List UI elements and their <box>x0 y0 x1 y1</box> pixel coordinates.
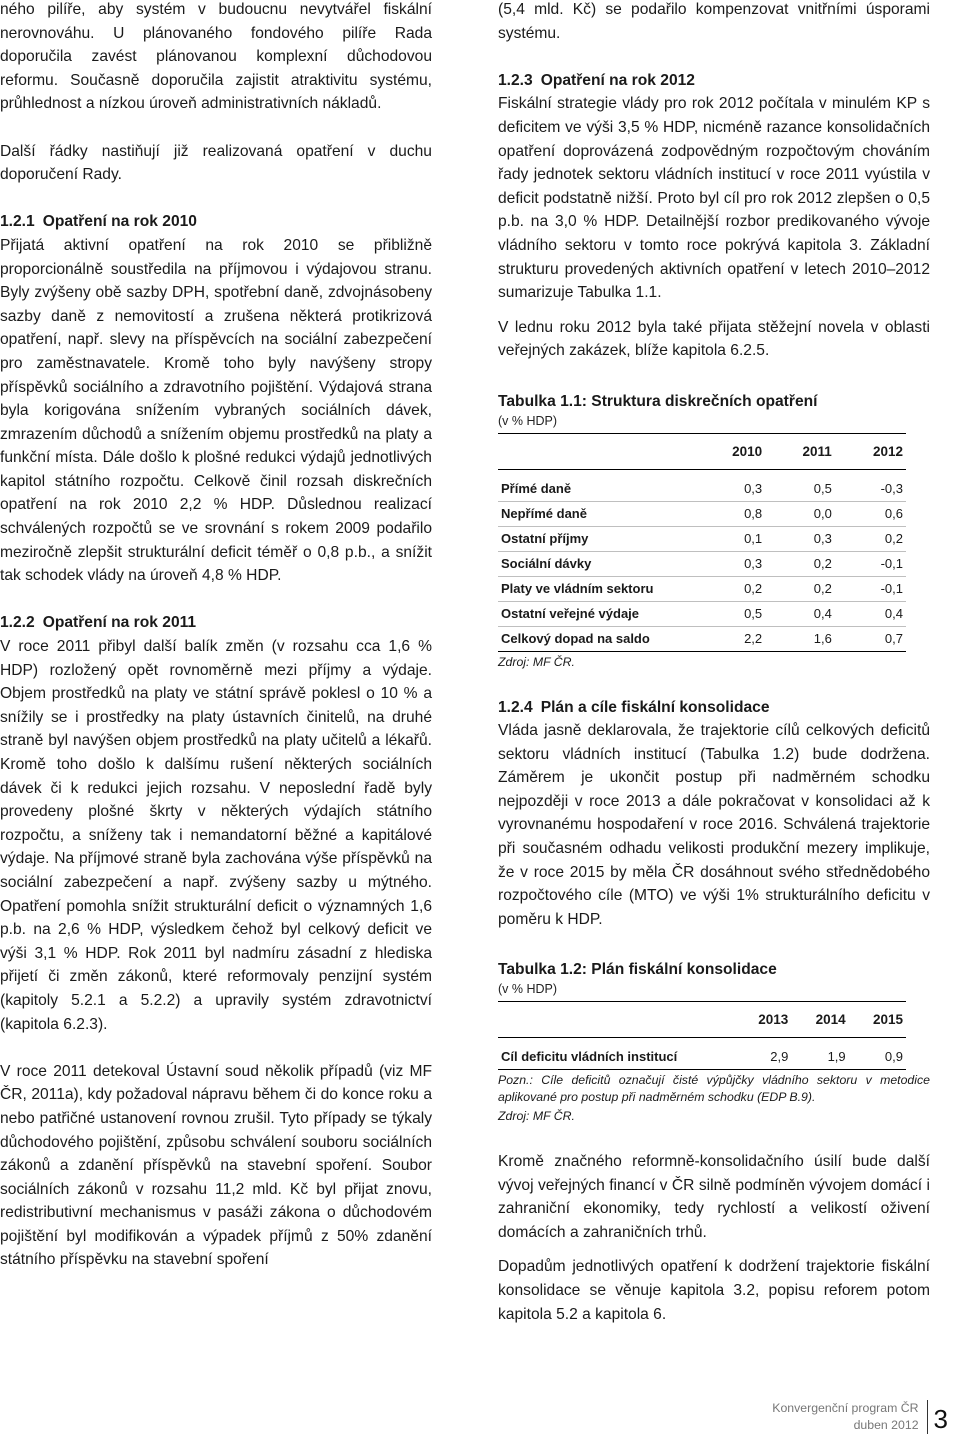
table-2-header-row <box>498 1002 906 1038</box>
cell-value: 1,9 <box>791 1038 848 1070</box>
heading-2010-number: 1.2.1 <box>0 213 35 231</box>
cell-value: 0,3 <box>765 526 835 551</box>
table-row <box>498 601 906 626</box>
table-1-title: Tabulka 1.1: Struktura diskrečních opatření <box>498 392 818 410</box>
table-1 <box>498 433 906 652</box>
cell-value: -0,1 <box>835 576 906 601</box>
table-1-header-cell <box>498 433 694 469</box>
paragraph-reform: Kromě značného reformně-konsolidačního úsilí bude další vývoj veřejných financí v ČR silně podmíněn vývojem domácí i zahraniční ekonomiky, tedy rychlostí a velikostí oživení domácích a zahraničních trhů. <box>498 1153 930 1241</box>
table-2-header-cell <box>498 1002 734 1038</box>
table-1-header-cell: 2011 <box>802 443 832 459</box>
cell-value: 0,6 <box>835 501 906 526</box>
heading-2010-title: Opatření na rok 2010 <box>42 213 197 231</box>
footer-text <box>772 1400 927 1434</box>
cell-value: 0,7 <box>835 626 906 651</box>
heading-plan <box>498 696 930 720</box>
cell-value: 1,6 <box>765 626 835 651</box>
row-label: Přímé daně <box>501 480 572 496</box>
table-1-source: Zdroj: MF ČR. <box>498 654 575 669</box>
row-label: Ostatní příjmy <box>498 526 694 551</box>
table-2-unit: (v % HDP) <box>498 982 558 997</box>
right-column <box>498 0 930 1326</box>
cell-value: 0,0 <box>765 501 835 526</box>
left-column <box>0 0 432 1272</box>
cell-value: 0,9 <box>849 1038 906 1070</box>
cell-value: 2,9 <box>734 1038 791 1070</box>
row-label: Platy ve vládním sektoru <box>498 576 694 601</box>
cell-value: 2,2 <box>694 626 765 651</box>
cell-value: 0,1 <box>694 526 765 551</box>
paragraph-2011: V roce 2011 přibyl další balík změn (v rozsahu cca 1,6 % HDP) rozložený opět rovnoměrně mezi příjmy a výdaje. Objem prostředků na platy ve státní správě poklesl o 10 % a snížily se i prostředky na platy ústavních činitelů, na druhé straně byl navýšen objem prostředků na platy učitelů a lékařů. Kromě toho došlo k dalšímu rušení některých sociálních dávek či k redukci jejich rozsahu. V neposlední řadě byly provedeny plošné škrty v některých výdajích státního rozpočtu, a sníženy tak i nemandatorní běžné a kapitálové výdaje. Na příjmové straně byla zachována výše příspěvků na sociální zabezpečení a např. zvýšeny sazby u mýtného. Opatření pomohla snížit strukturální deficit o významných 1,6 p.b. na 2,6 % HDP, výsledkem čehož byl celkový deficit ve výši 3,1 % HDP. Rok 2011 byl nadmíru zásadní z hlediska přijetí či změn zákonů, které reformovaly penzijní systém (kapitoly 5.2.1 a 5.2.2) a upravily systém zdravotnictví (kapitola 6.2.3). <box>0 638 432 1033</box>
table-row <box>498 526 906 551</box>
cell-value: 0,4 <box>765 601 835 626</box>
heading-plan-number: 1.2.4 <box>498 698 533 716</box>
paragraph-kapitoly: Dopadům jednotlivých opatření k dodržení trajektorie fiskální konsolidace se věnuje kapitola 3.2, popisu reforem potom kapitola 5.2 a kapitola 6. <box>498 1258 930 1323</box>
footer-date: duben 2012 <box>853 1418 919 1432</box>
heading-2011 <box>0 611 432 635</box>
table-2-header-cell: 2013 <box>758 1012 789 1028</box>
cell-value: 0,5 <box>694 601 765 626</box>
table-1-unit: (v % HDP) <box>498 413 558 428</box>
paragraph-zakazky: V lednu roku 2012 byla také přijata stěžejní novela v oblasti veřejných zakázek, blíže kapitola 6.2.5. <box>498 318 930 360</box>
cell-value: -0,1 <box>835 551 906 576</box>
heading-2012-title: Opatření na rok 2012 <box>540 71 695 89</box>
cell-value: 0,2 <box>835 526 906 551</box>
table-2 <box>498 1001 906 1070</box>
page-number: 3 <box>933 1404 948 1434</box>
table-1-header-cell: 2012 <box>872 443 903 459</box>
table-row <box>498 576 906 601</box>
table-row <box>498 1038 906 1070</box>
table-row <box>498 551 906 576</box>
cell-value: 0,3 <box>744 480 763 496</box>
table-1-header-cell: 2010 <box>732 443 763 459</box>
paragraph-continuation: (5,4 mld. Kč) se podařilo kompenzovat vnitřními úsporami systému. <box>498 1 930 42</box>
heading-2010 <box>0 210 432 234</box>
heading-2011-number: 1.2.2 <box>0 614 35 632</box>
paragraph-rady: Další řádky nastiňují již realizovaná opatření v duchu doporučení Rady. <box>0 142 432 184</box>
cell-value: 0,4 <box>835 601 906 626</box>
heading-plan-title: Plán a cíle fiskální konsolidace <box>540 698 770 716</box>
cell-value: 0,3 <box>694 551 765 576</box>
table-row <box>498 469 906 501</box>
row-label: Sociální dávky <box>498 551 694 576</box>
cell-value: 0,2 <box>765 551 835 576</box>
table-2-header-cell: 2014 <box>815 1012 846 1028</box>
table-row-total <box>498 626 906 651</box>
cell-value: -0,3 <box>880 480 903 496</box>
table-row <box>498 501 906 526</box>
table-2-header-cell: 2015 <box>872 1012 903 1028</box>
row-label: Ostatní veřejné výdaje <box>498 601 694 626</box>
heading-2011-title: Opatření na rok 2011 <box>42 614 197 632</box>
cell-value: 0,2 <box>694 576 765 601</box>
footer-title: Konvergenční program ČR <box>772 1401 919 1415</box>
paragraph-2012: Fiskální strategie vlády pro rok 2012 počítala v minulém KP s deficitem ve výši 3,5 % HDP, nicméně razance konsolidačních opatření doprovázená zodpovědným rozpočtovým chováním řady jednotek sektoru vládních institucí v roce 2011 vyústila v deficit podstatně nižší. Proto byl cíl pro rok 2012 zlepšen o 0,5 p.b. na 3,0 % HDP. Detailnější rozbor predikovaného vývoje vládního sektoru v tomto roce pokrývá kapitola 3. Základní strukturu provedených aktivních opatření v letech 2010–2012 sumarizuje Tabulka 1.1. <box>498 95 930 302</box>
paragraph-plan: Vláda jasně deklarovala, že trajektorie cílů celkových deficitů sektoru vládních institucí (Tabulka 1.2) bude dodržena. Záměrem je ukončit postup při nadměrném schodku nejpozději v roce 2013 a dále pokračovat v konsolidaci až k vyrovnanému hospodaření v roce 2016. Schválená trajektorie při současném odhadu velikosti produkční mezery implikuje, že v roce 2015 by měla ČR dosáhnout svého střednědobého rozpočtového cíle (MTO) ve výši 1% strukturálního deficitu v poměru k HDP. <box>498 722 930 928</box>
cell-value: 0,8 <box>694 501 765 526</box>
table-1-block <box>498 391 930 670</box>
table-2-block <box>498 959 930 1124</box>
row-label: Celkový dopad na saldo <box>498 626 694 651</box>
table-2-title: Tabulka 1.2: Plán fiskální konsolidace <box>498 961 777 979</box>
cell-value: 0,5 <box>813 480 832 496</box>
heading-2012 <box>498 69 930 93</box>
paragraph-intro: ného pilíře, aby systém v budoucnu nevytvářel fiskální nerovnováhu. U plánovaného fondového pilíře Rada doporučila zavést plánovanou komplexní důchodovou reformu. Současně doporučila zajistit atraktivitu systému, průhlednost a nízkou úroveň administrativních nákladů. <box>0 1 432 113</box>
row-label: Cíl deficitu vládních institucí <box>498 1038 734 1070</box>
paragraph-ustavni-soud: V roce 2011 detekoval Ústavní soud několik případů (viz MF ČR, 2011a), kdy požadoval nápravu během či do konce roku a nebo patřičné ustanovení rovnou zrušil. Tyto případy se týkaly důchodového pojištění, způsobu schválení souboru sociálních zákonů a zdanění příspěvků na stavební spoření. Soubor sociálních zákonů v rozsahu 11,2 mld. Kč byl přijat znovu, redistributivní mechanismus v pasáži zákona o důchodovém pojištění byl modifikován a výpadek příjmů z 50% zdanění státního příspěvku na stavební spoření <box>0 1062 432 1269</box>
table-2-note: Pozn.: Cíle deficitů označují čisté výpůjčky vládního sektoru v metodice aplikované pro postup při nadměrném schodku (EDP B.9). <box>498 1073 930 1105</box>
paragraph-2010: Přijatá aktivní opatření na rok 2010 se přibližně proporcionálně soustředila na příjmovou i výdajovou stranu. Byly zvýšeny obě sazby DPH, spotřební daně, zdvojnásobeny sazby daně z nemovitostí a zrušena některá protikrizová opatření, např. slevy na příspěvcích na sociální zabezpečení pro zaměstnavatele. Kromě toho byly navýšeny stropy příspěvků sociálního a zdravotního pojištění. Výdajová strana byla korigována snížením vybraných sociálních dávek, zmrazením důchodů a snížením objemu prostředků na platy a funkční místa. Dále došlo k plošné redukci výdajů jednotlivých kapitol státního rozpočtu. Celkově činil rozsah diskrečních opatření na rok 2010 2,2 % HDP. Důslednou realizací schválených rozpočtů se ve srovnání s rokem 2009 podařilo meziročně zlepšit strukturální deficit téměř o 0,8 p.b., a snížit tak schodek vlády na úroveň 4,8 % HDP. <box>0 236 432 585</box>
page-footer <box>772 1400 948 1434</box>
cell-value: 0,2 <box>765 576 835 601</box>
heading-2012-number: 1.2.3 <box>498 71 533 89</box>
table-1-header-row <box>498 433 906 469</box>
table-2-source: Zdroj: MF ČR. <box>498 1109 575 1124</box>
row-label: Nepřímé daně <box>498 501 694 526</box>
